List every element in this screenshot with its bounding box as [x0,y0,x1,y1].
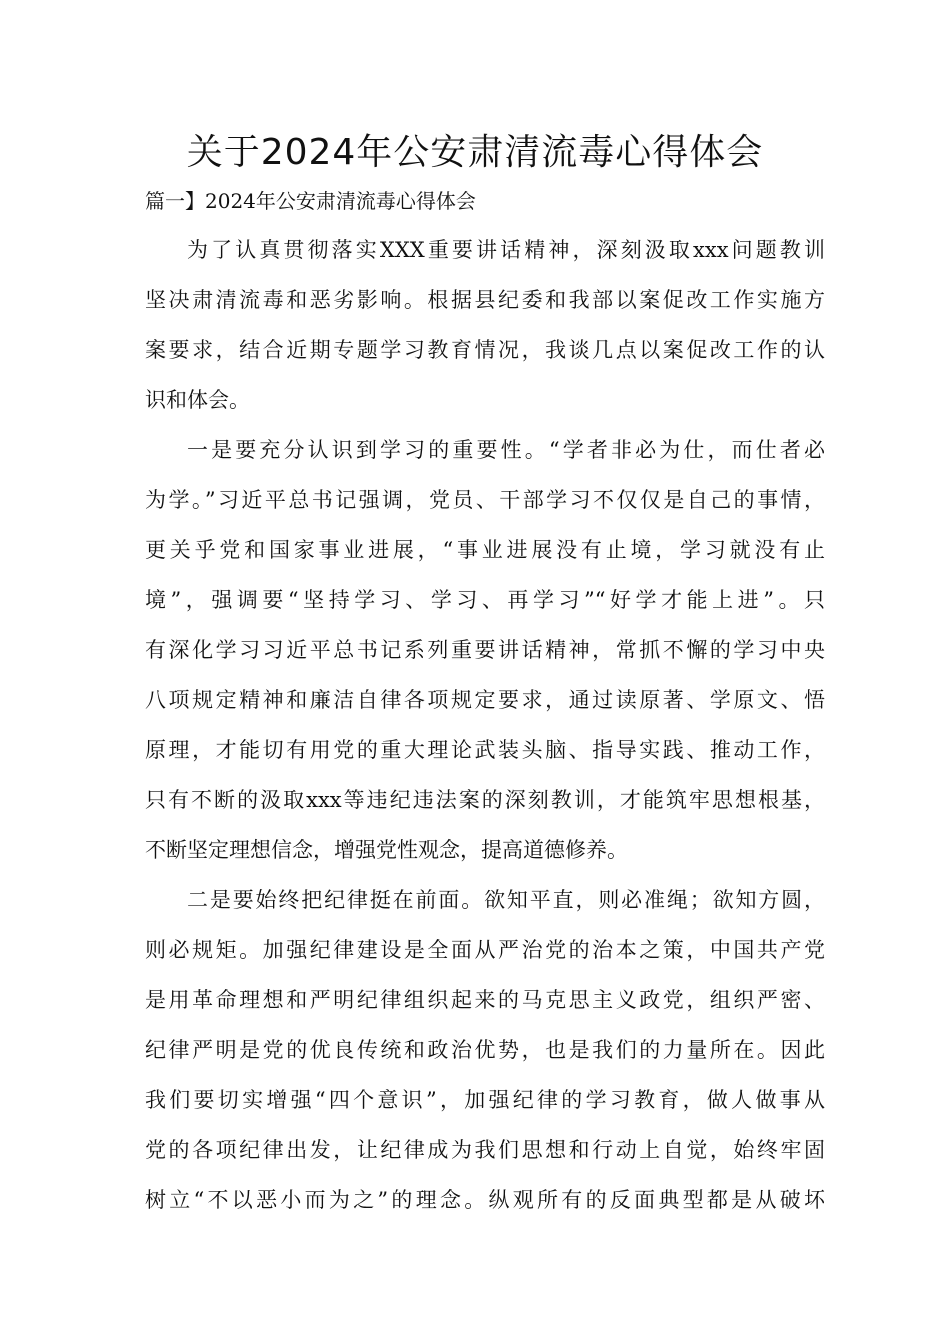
paragraph-line: 为了认真贯彻落实XXX重要讲话精神，深刻汲取xxx问题教训 [187,238,825,262]
paragraph-line: 是用革命理想和严明纪律组织起来的马克思主义政党，组织严密、 [145,988,825,1012]
paragraph-line: 识和体会。 [145,388,250,412]
paragraph-line: 境”，强调要“坚持学习、学习、再学习”“好学才能上进”。只 [145,588,825,612]
paragraph-line: 党的各项纪律出发，让纪律成为我们思想和行动上自觉，始终牢固 [145,1138,825,1162]
paragraph-line: 八项规定精神和廉洁自律各项规定要求，通过读原著、学原文、悟 [145,688,825,712]
paragraph-line: 坚决肃清流毒和恶劣影响。根据县纪委和我部以案促改工作实施方 [145,288,825,312]
document-title: 关于2024年公安肃清流毒心得体会 [186,132,764,173]
paragraph-line: 一是要充分认识到学习的重要性。“学者非必为仕，而仕者必 [187,438,825,462]
paragraph-line: 则必规矩。加强纪律建设是全面从严治党的治本之策，中国共产党 [145,938,825,962]
paragraph-line: 案要求，结合近期专题学习教育情况，我谈几点以案促改工作的认 [145,338,825,362]
paragraph-line: 我们要切实增强“四个意识”，加强纪律的学习教育，做人做事从 [145,1088,825,1112]
paragraph-line: 原理，才能切有用党的重大理论武装头脑、指导实践、推动工作， [145,738,825,762]
paragraph-line: 不断坚定理想信念，增强党性观念，提高道德修养。 [145,838,628,862]
paragraph-line: 树立“不以恶小而为之”的理念。纵观所有的反面典型都是从破坏 [145,1188,825,1212]
paragraph-line: 为学。”习近平总书记强调，党员、干部学习不仅仅是自己的事情， [145,488,825,512]
paragraph-line: 有深化学习习近平总书记系列重要讲话精神，常抓不懈的学习中央 [145,638,825,662]
paragraph-line: 纪律严明是党的优良传统和政治优势，也是我们的力量所在。因此 [145,1038,825,1062]
paragraph-line: 二是要始终把纪律挺在前面。欲知平直，则必准绳；欲知方圆， [187,888,825,912]
paragraph-line: 更关乎党和国家事业进展，“事业进展没有止境，学习就没有止 [145,538,825,562]
section-heading: 篇一】2024年公安肃清流毒心得体会 [145,189,476,213]
paragraph-line: 只有不断的汲取xxx等违纪违法案的深刻教训，才能筑牢思想根基， [145,788,825,812]
